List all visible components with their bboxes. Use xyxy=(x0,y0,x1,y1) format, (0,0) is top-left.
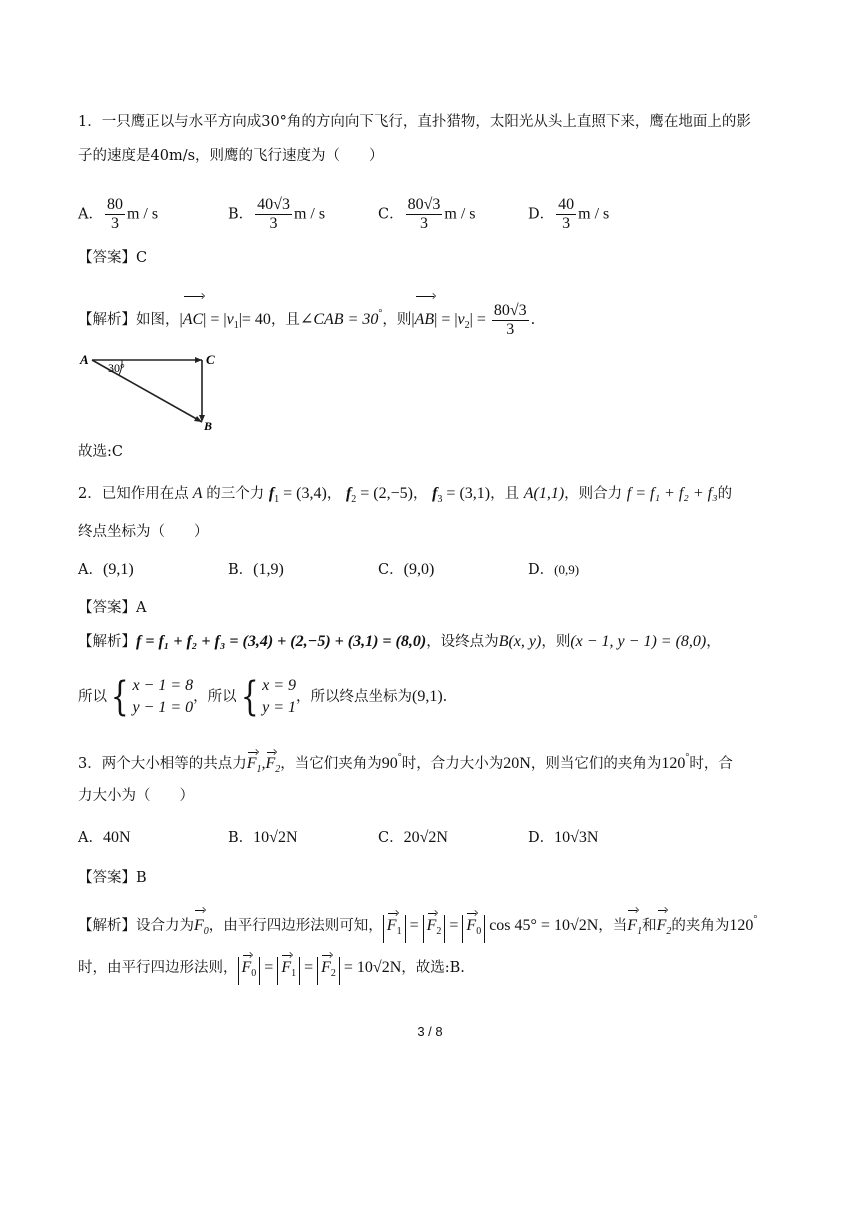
q3-option-c: C．20√2N xyxy=(378,829,448,846)
q1-option-b: B． $\frac{40√3}{3}$ m / s xyxy=(228,196,326,232)
q3-options xyxy=(78,828,778,848)
q3-analysis-line1: 【解析】设合力为$F_0$，由平行四边形法则可知， $F_1 = F_2 = F_0$ cos 45° = 10√2N，当$F_1$和$F_2$的夹角为120° xyxy=(78,906,757,934)
figure-point-b: B xyxy=(204,419,213,432)
figure-point-a: A xyxy=(80,352,89,367)
q2-option-b: B．(1,9) xyxy=(228,561,284,578)
q1-options xyxy=(78,186,778,230)
q3-option-a: A．40N xyxy=(78,829,131,846)
q3-option-b: B．10√2N xyxy=(228,829,298,846)
q1-stem-line2: 子的速度是40m/s，则鹰的飞行速度为（ ） xyxy=(78,148,384,164)
q1-analysis: 【解析】如图，$|AC| = |v_1|= 40$，且∠CAB = 30°，则$|AB| = |v_2|$ = $\frac{80√3}{3}$ . xyxy=(78,292,535,336)
q2-options xyxy=(78,560,778,580)
q1-choice: 故选:C xyxy=(78,444,123,460)
q3-analysis-line2: 时，由平行四边形法则， $F_0 = F_1 = F_2 = 10√2N$，故选:B. xyxy=(78,954,465,982)
q1-option-a: A． $\frac{80}{3}$ m / s xyxy=(78,196,159,232)
figure-point-c: C xyxy=(206,352,215,367)
figure-angle-label: 30° xyxy=(108,361,125,375)
q2-answer: 【答案】A xyxy=(78,600,147,616)
page-number: 3 / 8 xyxy=(417,1024,443,1039)
q3-answer: 【答案】B xyxy=(78,870,147,886)
q1-option-c: C． $\frac{80√3}{3}$ m / s xyxy=(378,196,476,232)
q2-stem-line2: 终点坐标为（ ） xyxy=(78,524,209,540)
q1-stem-line1: 1．一只鹰正以与水平方向成30°角的方向向下飞行，直扑猎物，太阳光从头上直照下来，鹰在地面上的影 xyxy=(78,114,751,130)
q2-analysis-line2: 所以{ x − 1 = 8 y − 1 = 0 ，所以{ x = 9 y = 1 ，所以终点坐标为(9,1). xyxy=(78,674,448,720)
q3-option-d: D．10√3N xyxy=(528,829,599,846)
q3-stem-line1: 3．两个大小相等的共点力$F_1,F_2$，当它们夹角为90°时，合力大小为20N，则当它们的夹角为120°时，合 xyxy=(78,752,733,775)
q2-option-a: A．(9,1) xyxy=(78,561,134,578)
q3-stem-line2: 力大小为（ ） xyxy=(78,788,194,804)
q1-answer: 【答案】C xyxy=(78,250,148,266)
q1-option-d: D． $\frac{40}{3}$ m / s xyxy=(528,196,610,232)
q2-stem-line1: 2．已知作用在点 A 的三个力 $f_1 = (3,4)$， $f_2 = (2,-5)$， $f_3 = (3,1)$，且 A(1,1)，则合力 f = f₁ + f₂ + f₃的 xyxy=(78,485,733,505)
q2-option-d: D．(0,9) xyxy=(528,562,580,578)
q2-analysis-line1: 【解析】f = f₁ + f₂ + f₃ = (3,4) + (2,−5) + (3,1) = (8,0)，设终点为B(x, y)，则(x − 1, y − 1) = (8,0)， xyxy=(78,633,721,650)
q2-option-c: C．(9,0) xyxy=(378,561,435,578)
q1-triangle-figure xyxy=(78,350,228,432)
